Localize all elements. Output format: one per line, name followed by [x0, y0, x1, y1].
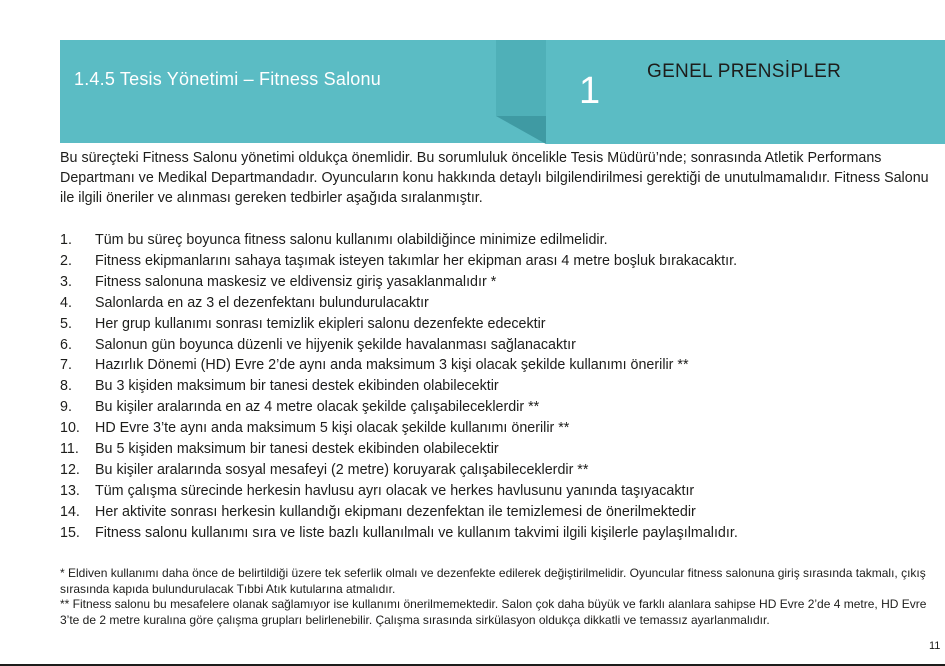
- item-number: 6.: [60, 336, 72, 353]
- item-text: Tüm çalışma sürecinde herkesin havlusu ayrı olacak ve herkes havlusunu yanında taşıyacaktır: [95, 482, 695, 499]
- item-text: Fitness ekipmanlarını sahaya taşımak isteyen takımlar her ekipman arası 4 metre boşluk bırakacaktır.: [95, 252, 738, 269]
- item-number: 9.: [60, 399, 72, 416]
- chapter-number: 1: [579, 70, 601, 112]
- item-text: HD Evre 3’te aynı anda maksimum 5 kişi olacak şekilde kullanımı önerilir **: [95, 420, 570, 437]
- item-number: 13.: [60, 482, 80, 499]
- list-item: [60, 481, 940, 502]
- item-number: 11.: [60, 441, 79, 458]
- list-item: [60, 502, 940, 523]
- item-number: 14.: [60, 503, 80, 520]
- list-item: [60, 376, 940, 397]
- item-text: Bu kişiler aralarında sosyal mesafeyi (2 metre) koruyarak çalışabileceklerdir **: [95, 461, 589, 478]
- list-item: [60, 523, 940, 544]
- item-number: 2.: [60, 252, 72, 269]
- chapter-title: GENEL PRENSİPLER: [647, 61, 842, 82]
- item-text: Her grup kullanımı sonrası temizlik ekipleri salonu dezenfekte edecektir: [95, 315, 546, 332]
- section-title: 1.4.5 Tesis Yönetimi – Fitness Salonu: [74, 69, 381, 89]
- list-item: [60, 397, 940, 418]
- item-text: Hazırlık Dönemi (HD) Evre 2’de aynı anda maksimum 3 kişi olacak şekilde kullanımı önerilir **: [95, 357, 689, 374]
- item-number: 15.: [60, 524, 80, 541]
- footnote-double-asterisk: ** Fitness salonu bu mesafelere olanak sağlamıyor ise kullanımı önerilmemektedir. Salon çok daha büyük ve farklı alanlara sahipse HD Evre 2’de 4 metre, HD Evre 3’te de 2 metre kuralına göre çalışma grupları belirlenebilir. Çalışma sırasında sirkülasyon oldukça dikkatli ve temassız ayarlanmalıdır.: [60, 597, 927, 627]
- rules-list: [60, 230, 940, 544]
- item-text: Her aktivite sonrası herkesin kullandığı ekipmanı dezenfektan ile temizlemesi de önerilmektedir: [95, 503, 696, 520]
- footnotes: [60, 566, 945, 628]
- item-text: Fitness salonu kullanımı sıra ve liste bazlı kullanılmalı ve kullanım takvimi ilgili kişilerle paylaşılmalıdır.: [95, 524, 738, 541]
- list-item: [60, 460, 940, 481]
- list-item: [60, 230, 940, 251]
- item-number: 7.: [60, 357, 72, 374]
- list-item: [60, 314, 940, 335]
- footnote-single-asterisk: * Eldiven kullanımı daha önce de belirtildiği üzere tek seferlik olmalı ve dezenfekte edilerek değiştirilmelidir. Oyuncular fitness salonuna giriş sırasında takmalı, çıkış sırasında kapıda bulundurulacak Tıbbi Atık kutularına atmalıdır.: [60, 566, 926, 596]
- list-item: [60, 251, 940, 272]
- item-text: Tüm bu süreç boyunca fitness salonu kullanımı olabildiğince minimize edilmelidir.: [95, 232, 608, 248]
- item-number: 5.: [60, 315, 72, 332]
- item-number: 8.: [60, 378, 72, 395]
- list-item: [60, 335, 940, 356]
- item-text: Salonun gün boyunca düzenli ve hijyenik şekilde havalanması sağlanacaktır: [95, 336, 576, 353]
- page-number: 11: [929, 640, 941, 652]
- item-number: 12.: [60, 461, 80, 478]
- list-item: [60, 355, 940, 376]
- item-number: 10.: [60, 420, 80, 437]
- list-item: [60, 418, 940, 439]
- item-number: 4.: [60, 294, 72, 311]
- item-number: 3.: [60, 273, 72, 290]
- list-item: [60, 272, 940, 293]
- list-item: [60, 439, 940, 460]
- item-text: Bu kişiler aralarında en az 4 metre olacak şekilde çalışabileceklerdir **: [95, 399, 540, 416]
- item-text: Bu 3 kişiden maksimum bir tanesi destek ekibinden olabilecektir: [95, 378, 499, 395]
- list-item: [60, 293, 940, 314]
- item-text: Fitness salonuna maskesiz ve eldivensiz giriş yasaklanmalıdır *: [95, 273, 497, 290]
- item-text: Salonlarda en az 3 el dezenfektanı bulundurulacaktır: [95, 294, 429, 311]
- item-number: 1.: [60, 232, 72, 248]
- intro-paragraph: Bu süreçteki Fitness Salonu yönetimi oldukça önemlidir. Bu sorumluluk öncelikle Tesis Müdürü’nde; sonrasında Atletik Performans Departmanı ve Medikal Departmandadır. Oyuncuların konu hakkında detaylı bilgilendirilmesi gerektiği de unutulmamalıdır. Fitness Salonu ile ilgili öneriler ve alınması gereken tedbirler aşağıda sıralanmıştır.: [60, 150, 929, 206]
- item-text: Bu 5 kişiden maksimum bir tanesi destek ekibinden olabilecektir: [95, 441, 499, 458]
